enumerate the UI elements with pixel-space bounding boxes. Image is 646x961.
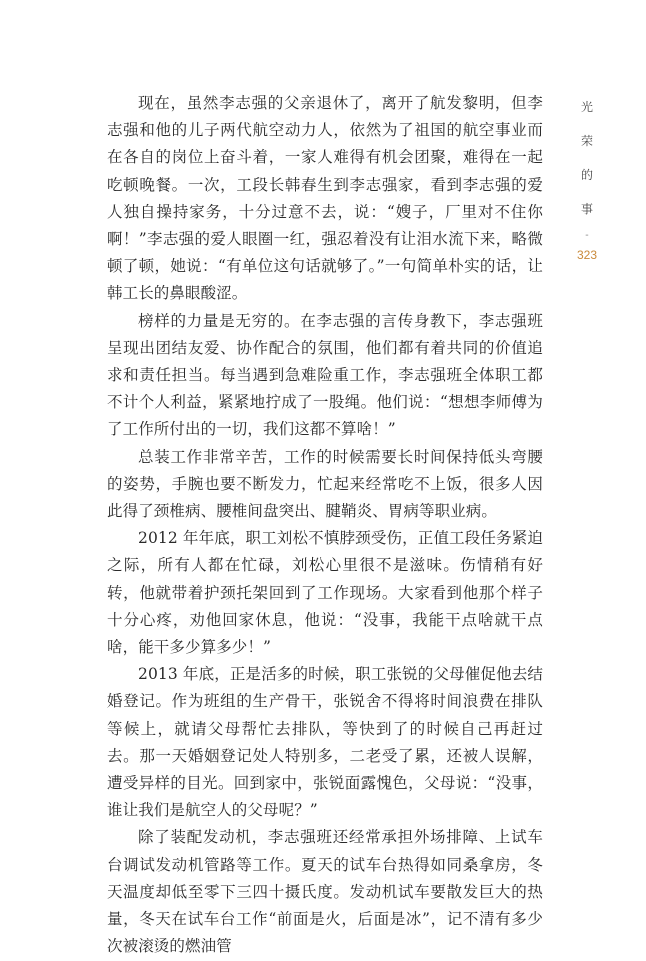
body-text: [107, 90, 543, 961]
running-header-dash: -: [585, 230, 589, 241]
page-number: 323: [576, 248, 598, 262]
running-header-char-2: 荣: [580, 134, 593, 148]
paragraph-1: 现在，虽然李志强的父亲退休了，离开了航发黎明，但李志强和他的儿子两代航空动力人，依然为了祖国的航空事业而在各自的岗位上奋斗着，一家人难得有机会团聚，难得在一起吃顿晚餐。一次，工段长韩春生到李志强家，看到李志强的爱人独自操持家务，十分过意不去，说：“嫂子，厂里对不住你啊！”李志强的爱人眼圈一红，强忍着没有让泪水流下来，略微顿了顿，她说：“有单位这句话就够了。”一句简单朴实的话，让韩工长的鼻眼酸涩。: [107, 94, 543, 303]
paragraph-4: 2012 年年底，职工刘松不慎脖颈受伤，正值工段任务紧迫之际，所有人都在忙碌，刘松心里很不是滋味。伤情稍有好转，他就带着护颈托架回到了工作现场。大家看到他那个样子十分心疼，劝他回家休息，他说：“没事，我能干点啥就干点啥，能干多少算多少！”: [107, 529, 543, 657]
running-header-char-4: 事: [580, 202, 593, 216]
paragraph-6: 除了装配发动机，李志强班还经常承担外场排障、上试车台调试发动机管路等工作。夏天的试车台热得如同桑拿房，冬天温度却低至零下三四十摄氏度。发动机试车要散发巨大的热量，冬天在试车台工作“前面是火，后面是冰”，记不清有多少次被滚烫的燃油管: [107, 828, 543, 956]
running-header-char-1: 光: [580, 100, 593, 114]
paragraph-2: 榜样的力量是无穷的。在李志强的言传身教下，李志强班呈现出团结友爱、协作配合的氛围，他们都有着共同的价值追求和责任担当。每当遇到急难险重工作，李志强班全体职工都不计个人利益，紧紧地拧成了一股绳。他们说：“想想李师傅为了工作所付出的一切，我们这都不算啥！”: [107, 311, 543, 439]
running-header: [575, 90, 599, 262]
paragraph-3: 总装工作非常辛苦，工作的时候需要长时间保持低头弯腰的姿势，手腕也要不断发力，忙起来经常吃不上饭，很多人因此得了颈椎病、腰椎间盘突出、腱鞘炎、胃病等职业病。: [107, 447, 543, 521]
paragraph-5: 2013 年底，正是活多的时候，职工张锐的父母催促他去结婚登记。作为班组的生产骨干，张锐舍不得将时间浪费在排队等候上，就请父母帮忙去排队，等快到了的时候自己再赶过去。那一天婚姻登记处人特别多，二老受了累，还被人误解，遭受异样的目光。回到家中，张锐面露愧色，父母说：“没事，谁让我们是航空人的父母呢？”: [107, 665, 543, 820]
running-header-char-3: 的: [580, 168, 593, 182]
